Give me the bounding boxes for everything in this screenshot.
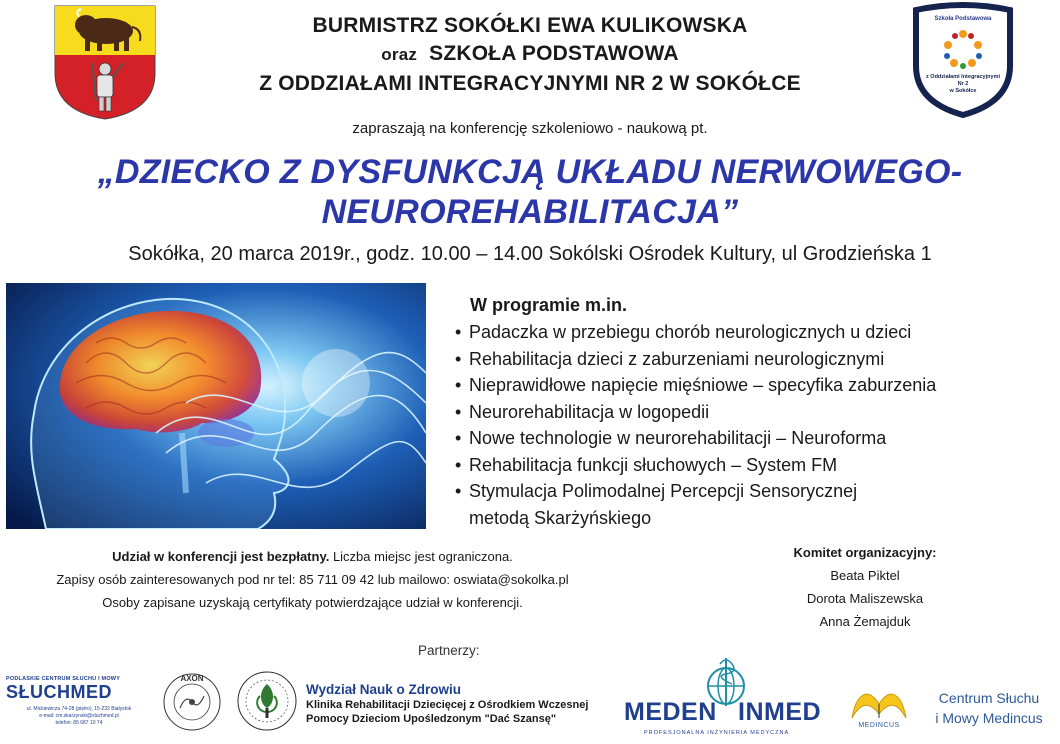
brain-illustration: [6, 283, 426, 529]
meden-wordmark: MEDEN: [624, 698, 717, 726]
meden-inmed-logo: [622, 656, 828, 742]
participation-limited: Liczba miejsc jest ograniczona.: [329, 549, 513, 564]
axon-name: AXON: [180, 674, 204, 683]
sokolka-coat-of-arms: [52, 3, 158, 121]
participation-info: [0, 545, 625, 568]
committee-heading: Komitet organizacyjny:: [793, 545, 937, 560]
medincus-wordmark: MEDINCUS: [858, 722, 900, 729]
wnz-clinic-sub: Pomocy Dzieciom Upośledzonym "Dać Szansę": [306, 713, 557, 725]
partners-heading: Partnerzy:: [418, 643, 480, 658]
organizer-line-2-main: SZKOŁA PODSTAWOWA: [429, 42, 679, 65]
program-item: • Nieprawidłowe napięcie mięśniowe – specyfika zaburzenia: [455, 372, 1055, 399]
committee-member: Anna Żemajduk: [819, 614, 911, 629]
sluchmed-name: SŁUCHMED: [6, 682, 112, 702]
school-badge-city: w Sokółce: [949, 88, 977, 94]
axon-logo: [160, 668, 224, 734]
school-badge-mid: z Oddziałami Integracyjnymi: [926, 74, 1000, 80]
program-item: • Nowe technologie w neurorehabilitacji – Neuroforma: [455, 425, 1055, 452]
invitation-text: zapraszają na konferencję szkoleniowo - naukową pt.: [352, 120, 708, 137]
inmed-wordmark: INMED: [738, 698, 822, 726]
conference-title-line-2: NEUROREHABILITACJA”: [321, 193, 739, 231]
wnz-title: Wydział Nauk o Zdrowiu: [306, 682, 462, 697]
organizer-line-1: BURMISTRZ SOKÓŁKI EWA KULIKOWSKA: [312, 14, 748, 37]
organizer-line-2-prefix: oraz: [381, 45, 418, 64]
organizer-line-2: [160, 42, 900, 72]
meden-tagline: PROFESJONALNA INŻYNIERIA MEDYCZNA: [644, 730, 790, 736]
conference-title-line-1: „DZIECKO Z DYSFUNKCJĄ UKŁADU NERWOWEGO-: [97, 153, 963, 191]
program-item: • Rehabilitacja funkcji słuchowych – System FM: [455, 452, 1055, 479]
participation-free: Udział w konferencji jest bezpłatny.: [112, 549, 330, 564]
sluchmed-address: ul. Mickiewicza 74-28 (piętro), 15-232 Białystok: [26, 706, 132, 712]
committee-member: Dorota Maliszewska: [806, 591, 924, 606]
program-item: • Padaczka w przebiegu chorób neurologicznych u dzieci: [455, 319, 1055, 346]
school-badge-top: Szkoła Podstawowa: [934, 16, 992, 22]
university-emblem: [236, 670, 298, 732]
medincus-logo: [846, 680, 912, 738]
program-list: [455, 319, 1055, 531]
program-heading: W programie m.in.: [470, 295, 628, 315]
organizer-line-3: Z ODDZIAŁAMI INTEGRACYJNYMI NR 2 W SOKÓŁCE: [259, 72, 801, 95]
date-venue-line: Sokółka, 20 marca 2019r., godz. 10.00 – 14.00 Sokólski Ośrodek Kultury, ul Grodzieńska 1: [128, 243, 932, 265]
sluchmed-logo: [6, 676, 152, 740]
medincus-name-line-1: Centrum Słuchu: [938, 690, 1040, 706]
committee-member: Beata Piktel: [830, 568, 900, 583]
program-item: • Stymulacja Polimodalnej Percepcji Sensorycznej: [455, 478, 1055, 505]
sluchmed-top-text: PODLASKIE CENTRUM SŁUCHU I MOWY: [6, 676, 121, 682]
program-item-continuation: metodą Skarżyńskiego: [469, 507, 652, 528]
certificate-info: Osoby zapisane uzyskają certyfikaty potwierdzające udział w konferencji.: [102, 595, 523, 610]
program-item: • Neurorehabilitacja w logopedii: [455, 399, 1055, 426]
wnz-clinic: Klinika Rehabilitacji Dziecięcej z Ośrodkiem Wczesnej: [306, 699, 589, 711]
program-item: • Rehabilitacja dzieci z zaburzeniami neurologicznymi: [455, 346, 1055, 373]
sluchmed-email: e-mail: cm.skarzynski@sluchmed.pl: [39, 713, 119, 719]
medincus-name-line-2: i Mowy Medincus: [935, 710, 1043, 726]
school-badge-logo: [910, 2, 1016, 118]
sluchmed-phone: telefon: 85 687 10 74: [55, 720, 103, 726]
signup-info: Zapisy osób zainteresowanych pod nr tel: 85 711 09 42 lub mailowo: oswiata@sokolka.pl: [56, 572, 569, 587]
school-badge-nr: Nr 2: [957, 81, 969, 87]
